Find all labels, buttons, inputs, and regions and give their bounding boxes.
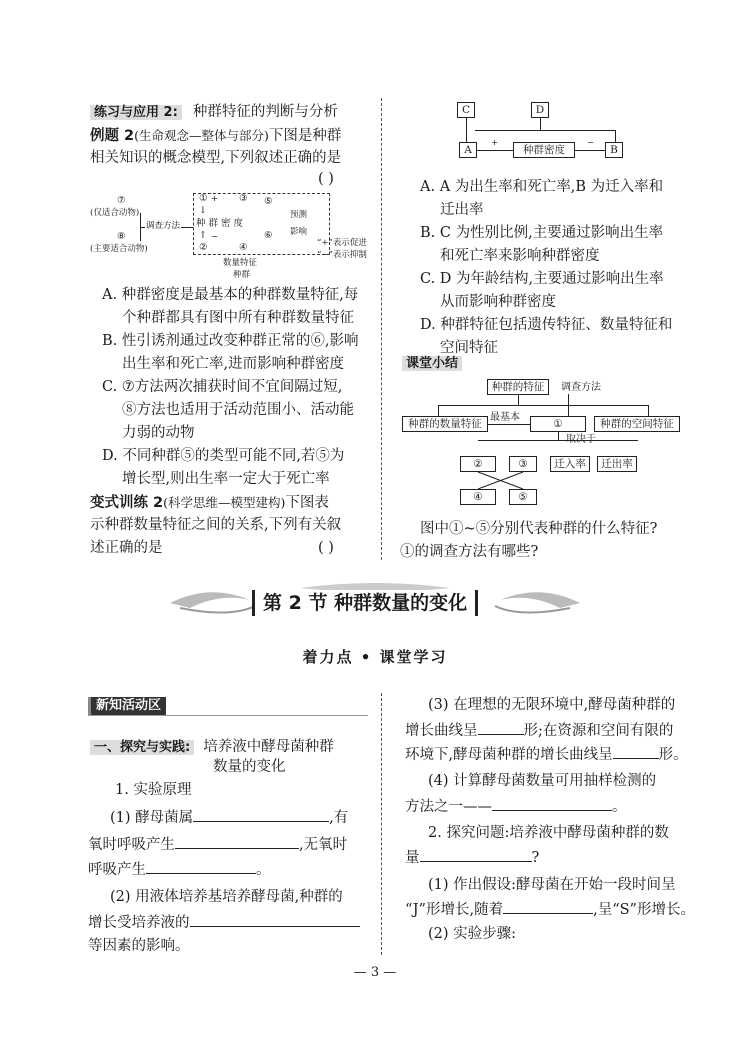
diagram-legend-1: “+”表示促进 [317,238,367,248]
diagram-quantity: 数量特征 [223,258,258,268]
part-header [90,735,334,756]
blank-medium-factors[interactable] [190,911,360,927]
option-b-line-2: 出生率和死亡率,进而影响种群密度 [122,356,345,372]
exercise-title: 种群特征的判断与分析 [192,104,338,120]
diagram-plus-r: + [491,138,499,148]
diagram-legend-2: “−”表示抑制 [317,250,367,260]
option-d-line-1: D. 不同种群⑤的类型可能不同,若⑤为 [102,448,345,464]
example-label: 例题 2 [90,128,135,144]
sum-quantity-traits: 种群的数量特征 [402,416,488,432]
question-heading-line-2: 量 ? [405,846,539,870]
diagram-minus-r: − [587,138,595,148]
diagram-plus: + [211,194,219,204]
concept-model-diagram [85,190,385,280]
option-a-line-1: A. 种群密度是最基本的种群数量特征,每 [102,287,359,303]
variant-line-1 [90,491,329,515]
blank-ideal-curve[interactable] [478,719,524,735]
variant-stem-3: 述正确的是 [90,540,163,556]
diagram-n6: ⑥ [264,230,273,241]
diagram-n8: ⑧ [117,231,126,242]
diagram-survey: 调查方法 [146,221,181,231]
diagram-n3: ③ [239,193,248,204]
diagram-n7: ⑦ [117,195,126,206]
option-a-line-2: 个种群都具有图中所有种群数量特征 [122,310,354,326]
variant-stem-2: 示种群数量特征之间的关系,下列有关叙 [90,517,342,533]
summary-connectors [398,376,688,508]
principle-2-line-1: (2) 用液体培养基培养酵母菌,种群的 [110,889,343,905]
sum-n3: ③ [509,456,537,472]
box-a: A [459,142,477,158]
option-c-line-3: 力弱的动物 [122,425,195,441]
principle-3-line-3: 环境下,酵母菌种群的增长曲线呈 形。 [405,743,688,767]
column-divider-top [381,98,382,560]
r-option-c-line-2: 从而影响种群密度 [440,294,556,310]
relation-diagram [455,100,635,160]
blank-aerobic-product[interactable] [175,833,299,849]
blank-counting-method[interactable] [492,795,612,811]
sum-emigration: 迁出率 [597,456,637,472]
hypothesis-line-2: “J”形增长,随着 ,呈“S”形增长。 [405,898,695,922]
box-density: 种群密度 [513,142,575,158]
sum-n5: ⑤ [509,489,537,505]
summary-question-1: 图中①~⑤分别代表种群的什么特征? [420,521,658,537]
diagram-n2: ② [199,242,208,253]
page-number: — 3 — [353,965,397,980]
diagram-n8-note: (主要适合动物) [90,244,148,254]
part-title-1: 培养液中酵母菌种群 [203,739,334,755]
principle-3-line-1: (3) 在理想的无限环境中,酵母菌种群的 [428,697,676,713]
r-option-d-line-2: 空间特征 [440,340,498,356]
variant-tag: (科学思维—模型建构) [163,495,286,510]
box-d: D [531,102,549,118]
r-option-a-line-2: 迁出率 [440,202,484,218]
principle-4-line-1: (4) 计算酵母菌数量可用抽样检测的 [428,773,657,789]
box-b: B [605,142,623,158]
summary-title: 课堂小结 [402,352,462,371]
principle-1-line-3: 呼吸产生 。 [88,858,271,882]
sum-traits: 种群的特征 [487,379,549,395]
principle-1-line-2: 氧时呼吸产生 ,无氧时 [88,833,347,857]
example-tag: (生命观念—整体与部分) [134,128,269,143]
box-c: C [457,102,475,118]
diagram-down-arrow: ↓ [199,205,207,216]
sum-n2: ② [460,456,496,472]
section-title: 第 2 节 种群数量的变化 [252,590,478,616]
principle-4-line-2: 方法之一—— 。 [405,795,627,819]
r-option-a-line-1: A. A 为出生率和死亡率,B 为迁入率和 [420,179,664,195]
diagram-predict: 预测 [290,210,308,220]
r-option-b-line-2: 和死亡率来影响种群密度 [440,248,600,264]
option-c-line-1: C. ⑦方法两次捕获时间不宜间隔过短, [102,379,343,395]
diagram-influence: 影响 [290,227,308,237]
sum-n4: ④ [460,489,496,505]
diagram-n5: ⑤ [264,196,273,207]
sum-immigration: 迁入率 [550,456,590,472]
r-option-b-line-1: B. C 为性别比例,主要通过影响出生率 [420,225,664,241]
blank-question[interactable] [420,846,532,862]
diagram-n7-note: (仅适合动物) [90,208,140,218]
example-answer-paren: ( ) [318,171,334,187]
question-heading-line-1: 2. 探究问题:培养液中酵母菌种群的数 [428,825,669,841]
diagram-up-arrow: ↑ [199,230,207,241]
part-title-2: 数量的变化 [213,759,286,775]
diagram-minus: − [211,232,219,242]
variant-answer-paren: ( ) [318,540,334,556]
exercise-tag: 练习与应用 2: [90,105,182,120]
sum-survey: 调查方法 [561,382,601,393]
zone-badge: 新知活动区 [88,697,166,715]
diagram-population: 种群 [233,270,251,280]
sum-n1: ① [530,416,586,432]
blank-hypothesis[interactable] [503,898,593,914]
part-label: 一、探究与实践: [90,740,194,755]
principle-heading: 1. 实验原理 [115,782,192,798]
diagram-density: 种 群 密 度 [196,218,244,229]
sum-space-traits: 种群的空间特征 [594,416,680,432]
steps-heading: (2) 实验步骤: [428,926,517,942]
summary-diagram [398,376,688,508]
option-d-line-2: 增长型,则出生率一定大于死亡率 [122,471,330,487]
principle-2-line-3: 等因素的影响。 [88,938,190,954]
r-option-d-line-1: D. 种群特征包括遗传特征、数量特征和 [420,317,673,333]
example-stem-2: 相关知识的概念模型,下列叙述正确的是 [90,150,342,166]
principle-1-line-1: (1) 酵母菌属 ,有 [110,806,348,830]
example-line-1 [90,124,341,148]
exercise-header [90,100,338,121]
principle-3-line-2: 增长曲线呈 形;在资源和空间有限的 [405,719,673,743]
diagram-n4: ④ [239,242,248,253]
hypothesis-line-1: (1) 作出假设:酵母菌在开始一段时间呈 [428,877,676,893]
variant-label: 变式训练 2 [90,495,164,511]
sum-most-basic: 最基本 [490,412,520,423]
r-option-c-line-1: C. D 为年龄结构,主要通过影响出生率 [420,271,664,287]
section-subtitle: 着力点 • 课堂学习 [302,648,448,666]
blank-yeast-type[interactable] [193,806,329,822]
option-b-line-1: B. 性引诱剂通过改变种群正常的⑥,影响 [102,333,359,349]
variant-stem-1: 下图表 [285,495,329,511]
blank-anaerobic-product[interactable] [146,858,256,874]
example-stem-1: 下图是种群 [268,128,342,144]
principle-2-line-2: 增长受培养液的 [88,911,360,935]
summary-question-2: ①的调查方法有哪些? [400,544,539,560]
blank-limited-curve[interactable] [613,743,659,759]
column-divider-bottom [381,693,382,955]
option-c-line-2: ⑧方法也适用于活动范围小、活动能 [122,402,354,418]
diagram-n1: ① [199,193,208,204]
